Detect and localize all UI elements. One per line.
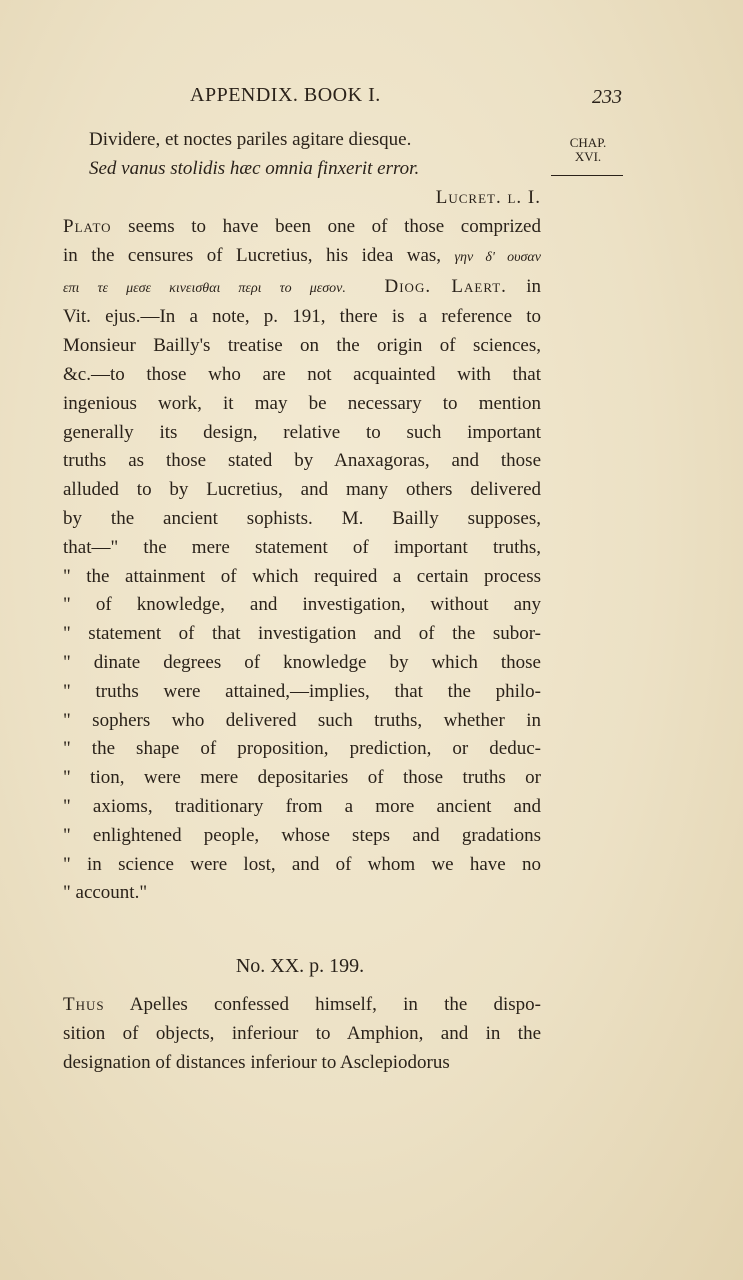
text-line: " in science were lost, and of whom we have no <box>63 853 541 875</box>
text-line: generally its design, relative to such important <box>63 421 541 443</box>
greek-phrase: επι τε μεσε κινεισθαι περι το μεσον. <box>63 280 346 296</box>
text-line: " sophers who delivered such truths, whether in <box>63 709 541 731</box>
text-line: Monsieur Bailly's treatise on the origin of sciences, <box>63 335 541 357</box>
running-title: APPENDIX. BOOK I. <box>190 84 381 106</box>
text-line: sition of objects, inferiour to Amphion, and in the <box>63 1022 541 1044</box>
text-line: " account." <box>63 882 148 904</box>
page-number: 233 <box>592 86 622 108</box>
text-line: επι τε μεσε κινεισθαι περι το μεσον. Diog. Laert. in <box>63 275 542 297</box>
text-line: that—" the mere statement of important truths, <box>63 536 541 558</box>
text-line: in the censures of Lucretius, his idea was, γην δ' ουσαν <box>63 244 541 266</box>
paragraph-plato <box>63 213 541 908</box>
lead-word: Plato <box>63 216 112 237</box>
section-heading: No. XX. p. 199. <box>235 955 365 977</box>
text-line: " the attainment of which required a certain process <box>63 565 541 587</box>
side-note-rule <box>551 175 623 176</box>
chapter-side-note <box>553 136 623 164</box>
chap-number: XVI. <box>574 149 602 164</box>
lead-word: Thus <box>63 994 105 1015</box>
text-line: Plato seems to have been one of those comprized <box>63 216 541 237</box>
greek-phrase: γην δ' ουσαν <box>454 249 541 265</box>
text-line: " statement of that investigation and of the subor- <box>63 623 541 645</box>
text-line: alluded to by Lucretius, and many others delivered <box>63 479 541 501</box>
text-line: Vit. ejus.—In a note, p. 191, there is a reference to <box>63 306 541 328</box>
text-line: " the shape of proposition, prediction, or deduc- <box>63 738 541 760</box>
paragraph-apelles <box>63 991 541 1077</box>
verse-citation: Lucret. l. I. <box>435 187 541 208</box>
verse-line-2: Sed vanus stolidis hæc omnia finxerit error. <box>89 158 420 179</box>
diog-citation: Diog. Laert. <box>384 275 507 297</box>
text-line: &c.—to those who are not acquainted with that <box>63 363 541 385</box>
text-line: truths as those stated by Anaxagoras, and those <box>63 450 541 472</box>
text-line: " axioms, traditionary from a more ancient and <box>63 795 541 817</box>
text-line: designation of distances inferiour to Asclepiodorus <box>63 1051 450 1073</box>
text-line: ingenious work, it may be necessary to mention <box>63 392 541 414</box>
text-line: " tion, were mere depositaries of those truths or <box>63 767 541 789</box>
text-line: Thus Apelles confessed himself, in the dispo- <box>63 994 541 1015</box>
text-line: " of knowledge, and investigation, without any <box>63 594 541 616</box>
text-line: by the ancient sophists. M. Bailly supposes, <box>63 507 541 529</box>
chap-label: CHAP. <box>569 135 607 150</box>
text-line: " truths were attained,—implies, that the philo- <box>63 680 541 702</box>
text-line: " dinate degrees of knowledge by which those <box>63 651 541 673</box>
verse-line-1: Dividere, et noctes pariles agitare diesque. <box>89 129 412 150</box>
text-line: " enlightened people, whose steps and gradations <box>63 824 541 846</box>
